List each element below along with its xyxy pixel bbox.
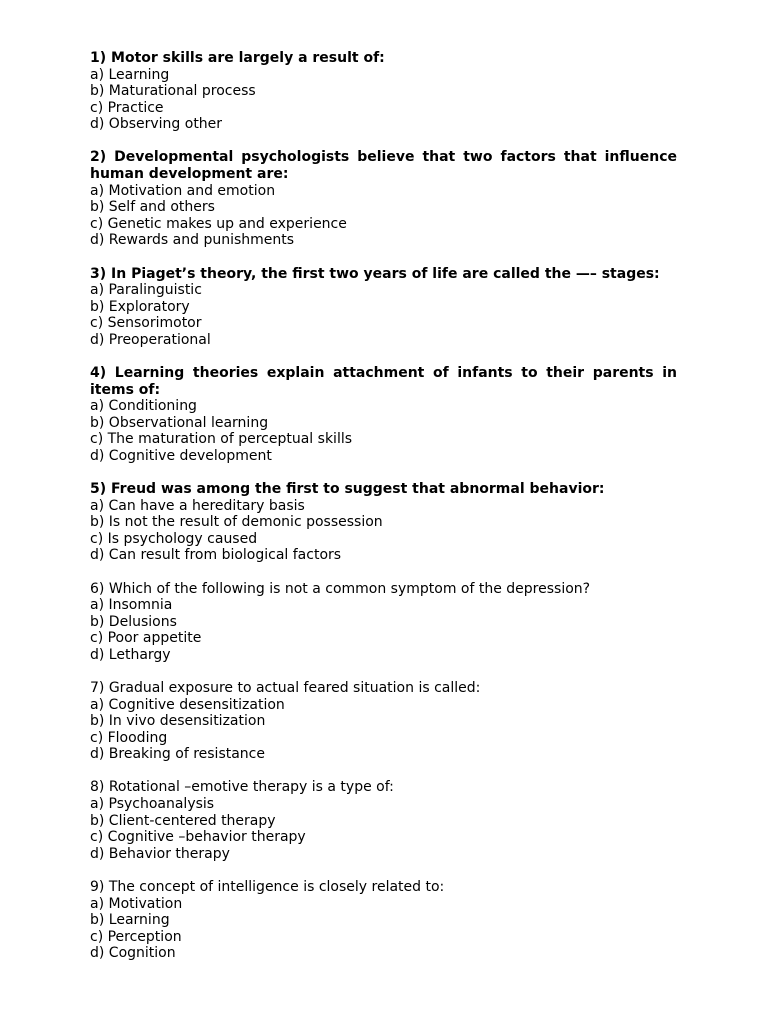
option-a: a) Motivation and emotion xyxy=(90,182,276,199)
option-d: d) Preoperational xyxy=(90,331,211,348)
question-text: 9) The concept of intelligence is closely related to: xyxy=(90,878,445,895)
question-9 xyxy=(90,879,677,962)
option-c: c) Perception xyxy=(90,928,182,945)
option-c: c) The maturation of perceptual skills xyxy=(90,431,353,448)
option-a: a) Insomnia xyxy=(90,597,173,614)
option-b: b) Exploratory xyxy=(90,298,190,315)
question-text: 8) Rotational –emotive therapy is a type of: xyxy=(90,779,394,796)
option-d: d) Cognition xyxy=(90,945,176,962)
option-b: b) Delusions xyxy=(90,613,177,630)
option-d: d) Can result from biological factors xyxy=(90,547,342,564)
option-c: c) Practice xyxy=(90,99,164,116)
option-b: b) Observational learning xyxy=(90,414,269,431)
question-2 xyxy=(90,149,677,249)
option-a: a) Cognitive desensitization xyxy=(90,696,285,713)
question-6 xyxy=(90,581,677,664)
document-page xyxy=(90,50,677,978)
question-text: 2) Developmental psychologists believe that two factors that influence human development are: xyxy=(90,149,677,183)
question-text: 6) Which of the following is not a common symptom of the depression? xyxy=(90,580,591,597)
option-d: d) Behavior therapy xyxy=(90,845,230,862)
option-c: c) Poor appetite xyxy=(90,630,202,647)
option-a: a) Conditioning xyxy=(90,398,197,415)
question-text: 4) Learning theories explain attachment of infants to their parents in items of: xyxy=(90,365,677,398)
question-8 xyxy=(90,779,677,862)
option-d: d) Breaking of resistance xyxy=(90,746,265,763)
question-7 xyxy=(90,680,677,763)
option-a: a) Can have a hereditary basis xyxy=(90,497,305,514)
option-c: c) Is psychology caused xyxy=(90,530,258,547)
option-a: a) Psychoanalysis xyxy=(90,796,215,813)
option-a: a) Motivation xyxy=(90,895,183,912)
option-b: b) Client-centered therapy xyxy=(90,812,276,829)
option-b: b) Maturational process xyxy=(90,83,256,100)
question-4 xyxy=(90,365,677,465)
option-c: c) Cognitive –behavior therapy xyxy=(90,829,306,846)
option-c: c) Flooding xyxy=(90,729,168,746)
question-text: 3) In Piaget’s theory, the first two years of life are called the —– stages: xyxy=(90,265,660,282)
option-c: c) Genetic makes up and experience xyxy=(90,215,347,232)
option-d: d) Lethargy xyxy=(90,646,171,663)
question-text: 1) Motor skills are largely a result of: xyxy=(90,50,385,66)
question-5 xyxy=(90,481,677,564)
option-d: d) Rewards and punishments xyxy=(90,232,295,249)
option-b: b) In vivo desensitization xyxy=(90,713,266,730)
option-a: a) Paralinguistic xyxy=(90,282,202,299)
question-3 xyxy=(90,266,677,349)
question-text: 7) Gradual exposure to actual feared situation is called: xyxy=(90,680,481,696)
question-text: 5) Freud was among the first to suggest that abnormal behavior: xyxy=(90,481,605,498)
option-a: a) Learning xyxy=(90,66,170,83)
option-b: b) Self and others xyxy=(90,199,215,216)
option-d: d) Observing other xyxy=(90,116,223,133)
option-b: b) Is not the result of demonic possession xyxy=(90,514,383,531)
question-1 xyxy=(90,50,677,133)
option-b: b) Learning xyxy=(90,912,170,929)
option-c: c) Sensorimotor xyxy=(90,315,202,332)
option-d: d) Cognitive development xyxy=(90,447,272,464)
